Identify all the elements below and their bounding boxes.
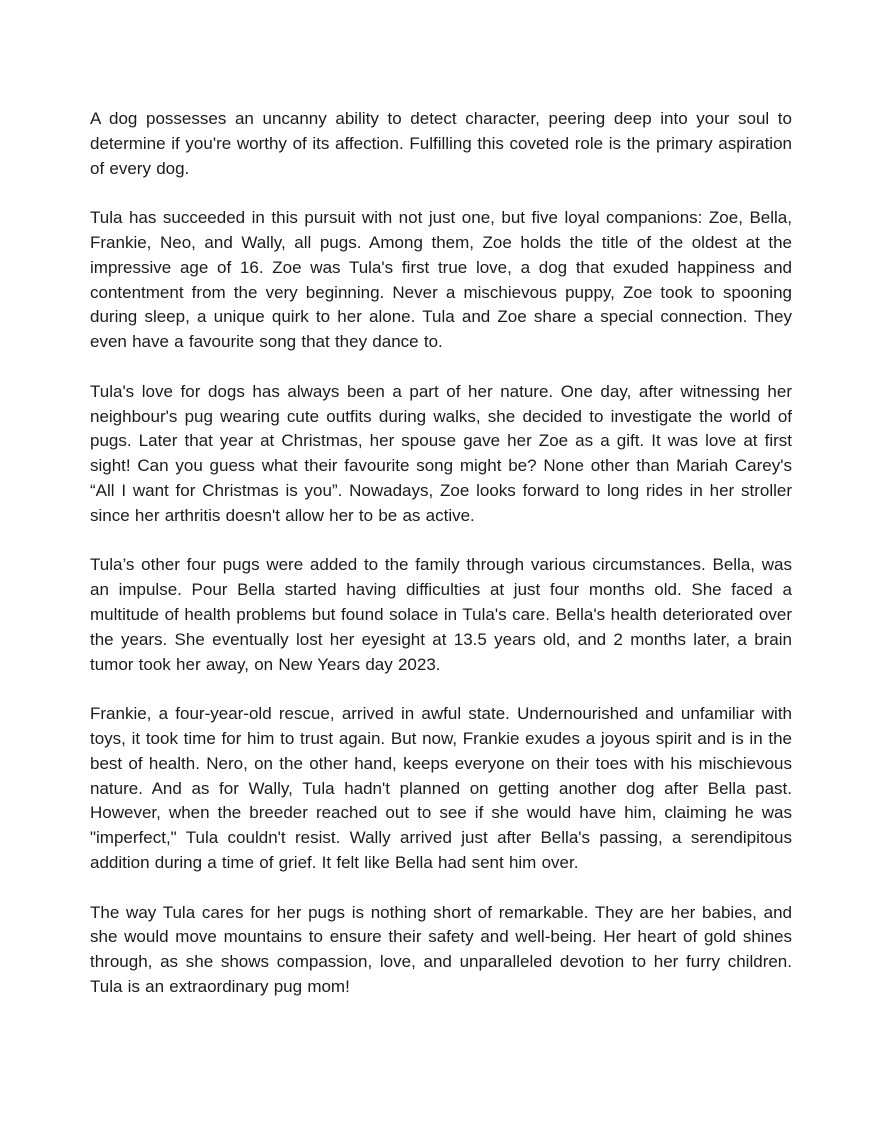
paragraph-closing: The way Tula cares for her pugs is nothing short of remarkable. They are her babies, and she would move mountains to ensure their safety and well-being. Her heart of gold shines through, as she shows compassion, love, and unparalleled devotion to her furry children. Tula is an extraordinary pug mom! xyxy=(90,902,792,996)
paragraph-intro: A dog possesses an uncanny ability to detect character, peering deep into your soul to determine if you're worthy of its affection. Fulfilling this coveted role is the primary aspiration of every dog. xyxy=(90,109,792,178)
text-body xyxy=(90,107,792,1000)
paragraph-bella-story: Tula’s other four pugs were added to the family through various circumstances. Bella, was an impulse. Pour Bella started having difficulties at just four months old. She faced a multitude of health problems but found solace in Tula's care. Bella's health deteriorated over the years. She eventually lost her eyesight at 13.5 years old, and 2 months later, a brain tumor took her away, on New Years day 2023. xyxy=(90,555,792,674)
paragraph-frankie-nero-wally: Frankie, a four-year-old rescue, arrived in awful state. Undernourished and unfamiliar with toys, it took time for him to trust again. But now, Frankie exudes a joyous spirit and is in the best of health. Nero, on the other hand, keeps everyone on their toes with his mischievous nature. And as for Wally, Tula hadn't planned on getting another dog after Bella past. However, when the breeder reached out to see if she would have him, claiming he was "imperfect," Tula couldn't resist. Wally arrived just after Bella's passing, a serendipitous addition during a time of grief. It felt like Bella had sent him over. xyxy=(90,704,792,872)
paragraph-companions: Tula has succeeded in this pursuit with not just one, but five loyal companions: Zoe, Bella, Frankie, Neo, and Wally, all pugs. Among them, Zoe holds the title of the oldest at the impressive age of 16. Zoe was Tula's first true love, a dog that exuded happiness and contentment from the very beginning. Never a mischievous puppy, Zoe took to spooning during sleep, a unique quirk to her alone. Tula and Zoe share a special connection. They even have a favourite song that they dance to. xyxy=(90,208,792,352)
paragraph-zoe-story: Tula's love for dogs has always been a part of her nature. One day, after witnessing her neighbour's pug wearing cute outfits during walks, she decided to investigate the world of pugs. Later that year at Christmas, her spouse gave her Zoe as a gift. It was love at first sight! Can you guess what their favourite song might be? None other than Mariah Carey's “All I want for Christmas is you”. Nowadays, Zoe looks forward to long rides in her stroller since her arthritis doesn't allow her to be as active. xyxy=(90,381,792,525)
